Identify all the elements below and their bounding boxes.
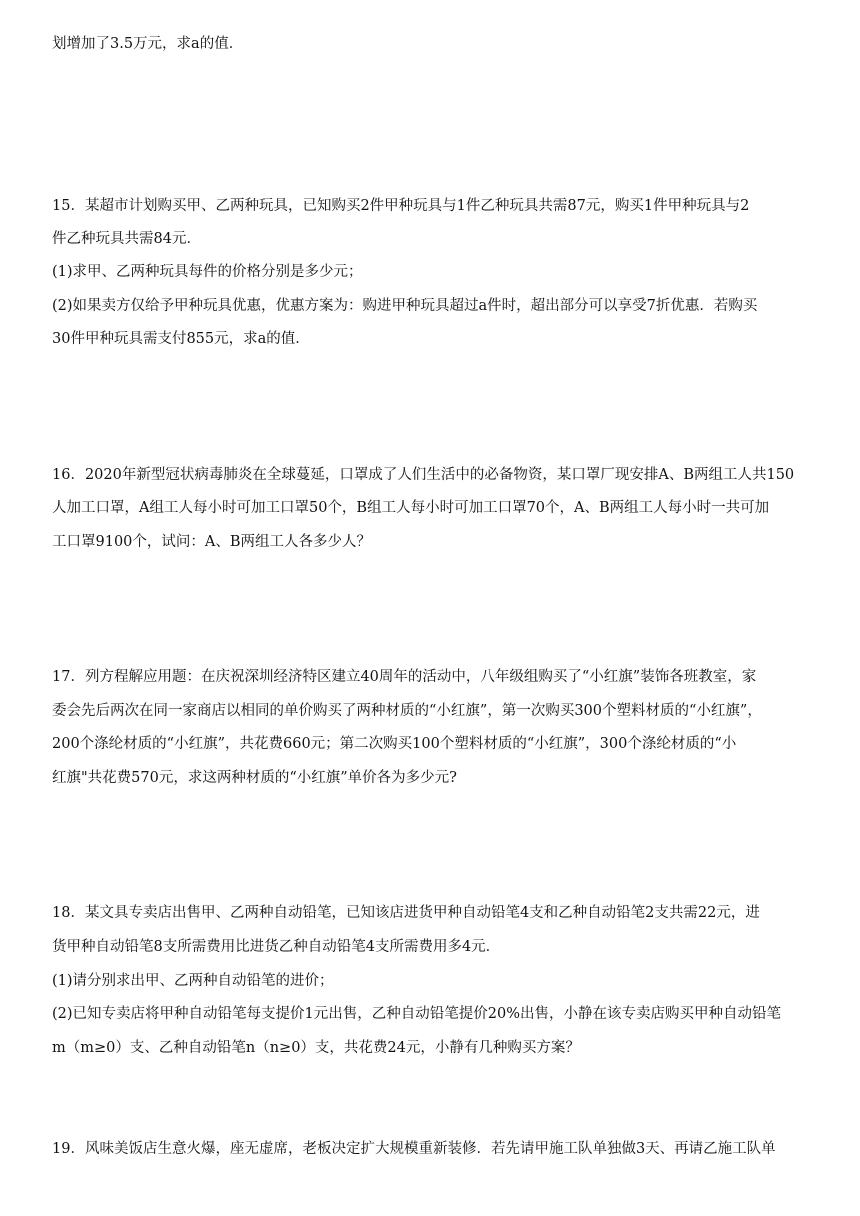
question-18-part-2: (2)已知专卖店将甲种自动铅笔每支提价1元出售，乙种自动铅笔提价20%出售，小静在该专卖店购买甲种自动铅笔 [52,1006,781,1022]
text-line: 划增加了3.5万元，求a的值． [52,36,244,52]
question-18-line: 18．某文具专卖店出售甲、乙两种自动铅笔，已知该店进货甲种自动铅笔4支和乙种自动铅笔2支共需22元，进 [52,905,760,921]
question-16-line: 工口罩9100个，试问：A、B两组工人各多少人？ [52,534,372,550]
question-15-part-1: (1)求甲、乙两种玩具每件的价格分别是多少元； [52,264,363,280]
question-16-line: 人加工口罩，A组工人每小时可加工口罩50个，B组工人每小时可加工口罩70个，A、B两组工人每小时一共可加 [52,500,770,516]
question-18-line: 货甲种自动铅笔8支所需费用比进货乙种自动铅笔4支所需费用多4元． [52,939,501,955]
question-17-line: 17．列方程解应用题：在庆祝深圳经济特区建立40周年的活动中，八年级组购买了“小红旗”装饰各班教室，家 [52,669,757,685]
question-15-line: 件乙种玩具共需84元． [52,231,201,247]
question-18-part-1: (1)请分别求出甲、乙两种自动铅笔的进价； [52,973,334,989]
question-17-line: 委会先后两次在同一家商店以相同的单价购买了两种材质的“小红旗”，第一次购买300个塑料材质的“小红旗”， [52,703,762,719]
question-15-line: 30件甲种玩具需支付855元，求a的值． [52,331,310,347]
question-19-line: 19．风味美饭店生意火爆，座无虚席，老板决定扩大规模重新装修．若先请甲施工队单独做3天、再请乙施工队单 [52,1141,776,1157]
question-15-line: 15．某超市计划购买甲、乙两种玩具，已知购买2件甲种玩具与1件乙种玩具共需87元，购买1件甲种玩具与2 [52,198,750,214]
question-15-part-2: (2)如果卖方仅给予甲种玩具优惠，优惠方案为：购进甲种玩具超过a件时，超出部分可以享受7折优惠．若购买 [52,298,758,314]
question-16-line: 16．2020年新型冠状病毒肺炎在全球蔓延，口罩成了人们生活中的必备物资，某口罩厂现安排A、B两组工人共150 [52,467,795,483]
question-17-line: 红旗"共花费570元，求这两种材质的“小红旗”单价各为多少元? [52,770,457,786]
question-17-line: 200个涤纶材质的“小红旗”，共花费660元；第二次购买100个塑料材质的“小红旗”，300个涤纶材质的“小 [52,736,737,752]
question-18-line: m（m≥0）支、乙种自动铅笔n（n≥0）支，共花费24元，小静有几种购买方案？ [52,1040,580,1056]
